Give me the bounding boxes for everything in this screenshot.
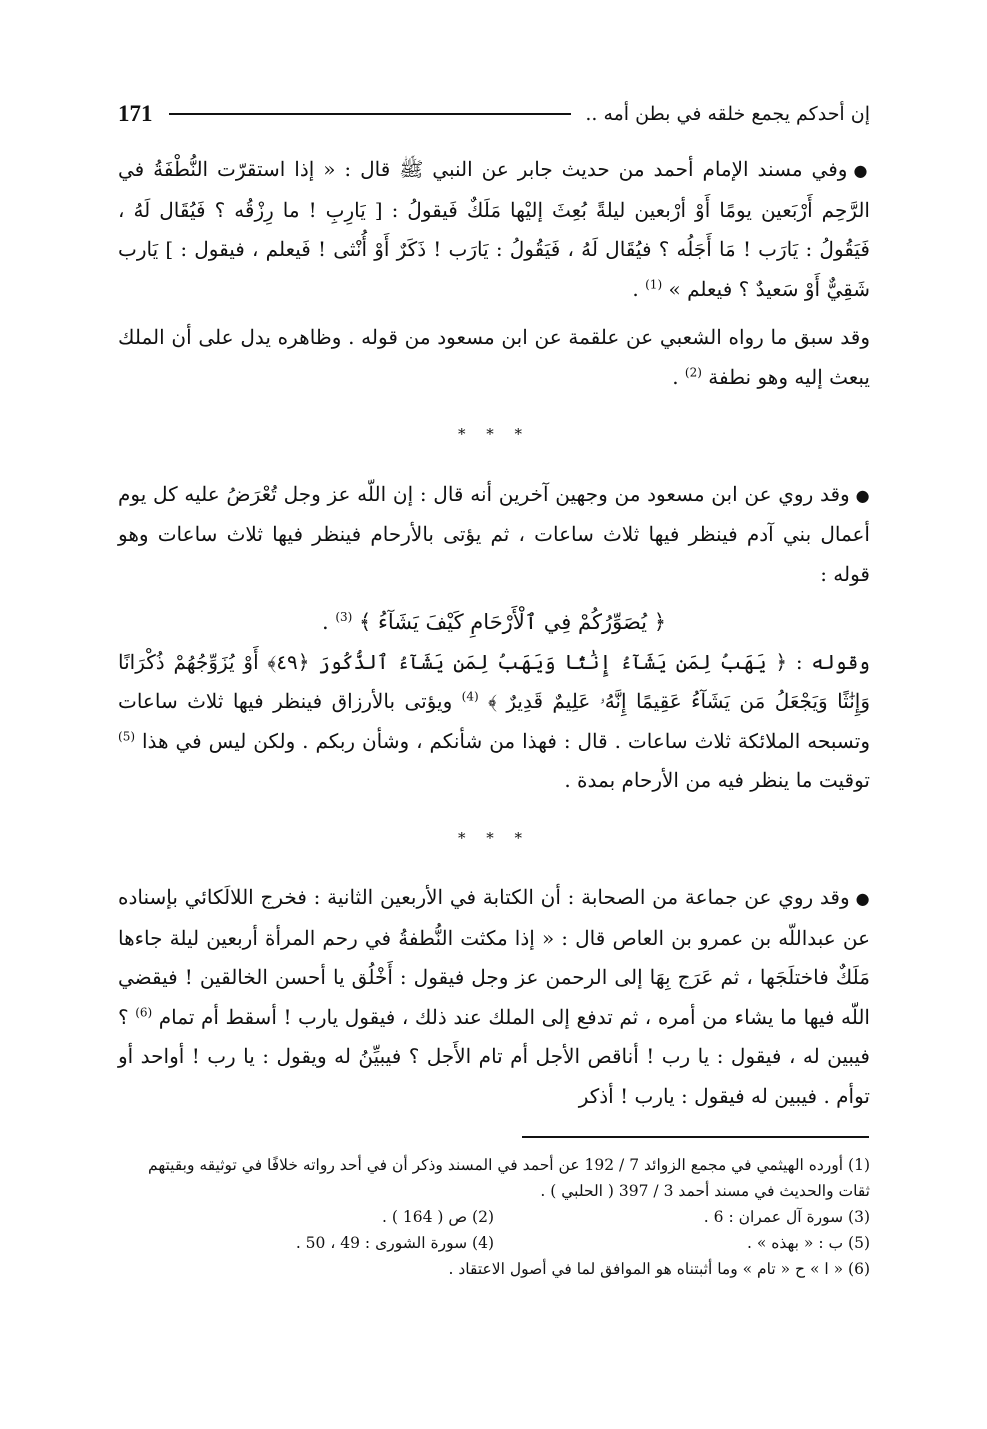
page-number: 171 <box>118 101 153 126</box>
footnote-6: (6) « ا » ح « تام » وما أثبتناه هو الموافق لما في أصول الاعتقاد . <box>448 1260 870 1278</box>
footnote-ref[interactable]: (1) <box>645 276 663 291</box>
paragraph: وقد سبق ما رواه الشعبي عن علقمة عن ابن مسعود من قوله . وظاهره يدل على أن الملك يبعث إليه وهو نطفة $^{(2)}$ . <box>118 325 870 389</box>
footnote-ref[interactable]: (4) <box>461 689 479 704</box>
footnote-ref[interactable]: (2) <box>684 364 702 379</box>
footnote-ref[interactable]: (6) <box>135 1004 153 1019</box>
footnote-3: (3) سورة آل عمران : 6 . <box>703 1208 870 1226</box>
footnote-ref[interactable]: (5) <box>118 728 136 743</box>
bullet-icon: ● <box>855 485 870 505</box>
section-separator: * * * <box>457 425 531 443</box>
footnote-rule <box>522 1136 869 1138</box>
footnote-2: (2) ص ( 164 ) . <box>382 1208 494 1226</box>
paragraph: ●وفي مسند الإمام أحمد من حديث جابر عن النبي ﷺ قال : « إذا استقرّت النُّطْفَةُ في الرَّحِم أَرْبَعين يومًا أَوْ أرْبعين ليلةً بُعِثَ إليْها مَلَكٌ فَيقولُ : [ يَارِبِ ! ما رِزْقُه ؟ فَيُقَال لَهُ ، فَيَقُولُ : يَارَب ! مَا أَجَلُه ؟ فيُقَال لَهُ ، فَيَقُولُ : يَارَب ! ذَكَرٌ أَوْ أُنْثى ! فَيعلم ، فيقول : ] يَارب شَقِيٌّ أَوْ سَعيدٌ ؟ فيعلم » $^{(1)}$ . <box>118 157 870 301</box>
footnote-1: (1) أورده الهيثمي في مجمع الزوائد 7 / 192 عن أحمد في المسند وذكر أن في أحد رواته خلافًا في توثيقه وبقيتهم ثقات والحديث في مسند أحمد 3 / 397 ( الحلبي ) . <box>148 1156 870 1200</box>
footnote-ref[interactable]: (3) <box>335 610 353 624</box>
section-separator: * * * <box>457 828 531 847</box>
paragraph: ●وقد روي عن ابن مسعود من وجهين آخرين أنه قال : إن اللّه عز وجل تُعْرَضُ عليه كل يوم أعمال بني آدم فينظر فيها ثلاث ساعات ، ثم يؤتى بالأرحام فينظر فيها ثلاث ساعات وهو قوله : <box>118 481 870 586</box>
footnotes <box>118 1152 870 1282</box>
header-rule <box>169 113 572 115</box>
quran-verse: ﴿ يُصَوِّرُكُمْ فِي ٱلْأَرْحَامِ كَيْفَ يَشَآءُ ﴾ $^{(3)}$ . <box>321 610 666 634</box>
footnote-4: (4) سورة الشورى : 49 ، 50 . <box>295 1234 494 1252</box>
main-text <box>118 150 870 1125</box>
footnote-5: (5) ب : « بهذه » . <box>747 1234 870 1252</box>
bullet-icon: ● <box>853 161 870 180</box>
paragraph: ●وقد روي عن جماعة من الصحابة : أن الكتابة في الأربعين الثانية : فخرج اللالَكائي بإسناده عن عبداللّه بن عمرو بن العاص قال : « إذا مكثت النُّطفةُ في رحم المرأة أربعين ليلة جاءها مَلَكٌ فاختلَجَها ، ثم عَرَج بِهَا إلى الرحمن عز وجل فيقول : أَخْلُق يا أحسن الخالقين ! فيقضي اللّه فيها ما يشاء من أمره ، ثم تدفع إلى الملك عند ذلك ، فيقول يارب ! أسقط أم تمام $^{(6)}$ ؟ فيبين له ، فيقول : يا رب ! أناقص الأجل أم تام الأَجل ؟ فيبيِّنُ له ويقول : يا رب ! أواحد أو توأم . فيبين له فيقول : يارب ! أذكر <box>118 885 870 1108</box>
running-title: إن أحدكم يجمع خلقه في بطن أمه .. <box>585 103 870 125</box>
footnote-row <box>118 1230 870 1256</box>
footnote-row <box>118 1204 870 1230</box>
page-header <box>118 96 870 132</box>
paragraph: وقوله : ﴿ يَهَبُ لِمَن يَشَآءُ إِنَٰثًا وَيَهَبُ لِمَن يَشَآءُ ٱلذُّكُورَ ﴿٤٩﴾ أَوْ يُزَوِّجُهُمْ ذُكْرَانًا وَإِنَٰثًا وَيَجْعَلُ مَن يَشَآءُ عَقِيمًا إِنَّهُۥ عَلِيمٌ قَدِيرٌ ﴾ $^{(4)}$ ويؤتى بالأرزاق فينظر فيها ثلاث ساعات وتسبحه الملائكة ثلاث ساعات . قال : فهذا من شأنكم ، وشأن ربكم . ولكن ليس في هذا $^{(5)}$ توقيت ما ينظر فيه من الأرحام بمدة . <box>118 649 871 792</box>
bullet-icon: ● <box>855 889 870 908</box>
